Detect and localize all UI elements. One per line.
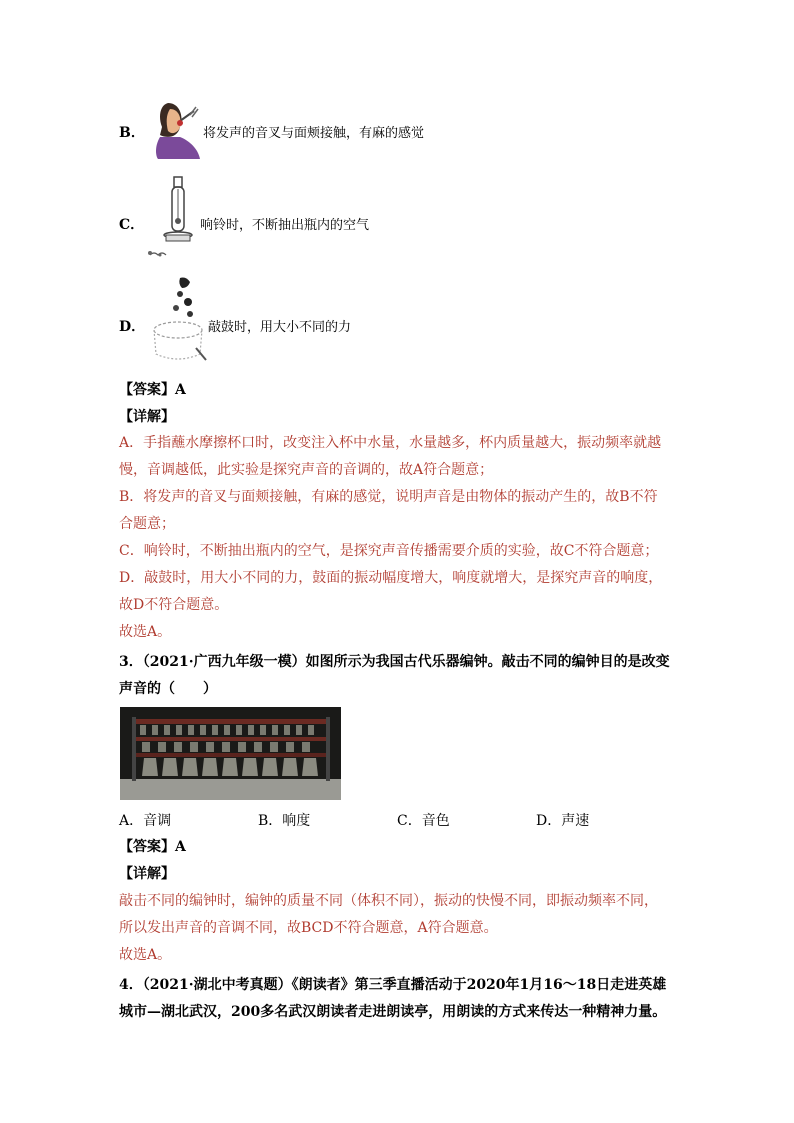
q2-detail-line: 慢，音调越低，此实验是探究声音的音调的，故A符合题意； [119,462,494,478]
q3-detail-label: 【详解】 [119,866,175,882]
tuning-fork-face-figure [150,97,202,159]
q2-conclusion: 故选A。 [119,624,172,640]
q2-detail-line: 故D不符合题意。 [119,597,229,613]
q4-stem-cont: 城市—湖北武汉，200多名武汉朗读者走进朗读亭，用朗读的方式来传达一种精神力量。 [119,1004,667,1020]
q2-detail-line: C．响铃时，不断抽出瓶内的空气，是探究声音传播需要介质的实验，故C不符合题意； [119,543,659,559]
q3-choice-d: D．声速 [536,813,590,829]
q3-choice-c: C．音色 [397,813,450,829]
q4-stem: 4．（2021·湖北中考真题）《朗读者》第三季直播活动于2020年1月16～18日走进英雄 [119,977,667,993]
q2-detail-line: A．手指蘸水摩擦杯口时，改变注入杯中水量，水量越多，杯内质量越大，振动频率就越 [119,435,662,451]
option-d-letter: D． [119,319,146,335]
q3-choice-a: A．音调 [119,813,172,829]
bianzhong-bells-photo [120,707,341,800]
option-b-text: 将发声的音叉与面颊接触，有麻的感觉 [203,126,425,141]
q2-detail-line: B．将发声的音叉与面颊接触，有麻的感觉，说明声音是由物体的振动产生的，故B不符 [119,489,658,505]
option-b-letter: B． [119,125,145,141]
q3-conclusion: 故选A。 [119,947,172,963]
q3-stem-cont: 声音的（ ） [119,681,217,697]
q3-answer: 【答案】A [119,839,186,855]
option-d-text: 敲鼓时，用大小不同的力 [208,320,352,335]
q3-detail-line: 敲击不同的编钟时，编钟的质量不同（体积不同），振动的快慢不同，即振动频率不同， [119,893,658,909]
q2-detail-line: D．敲鼓时，用大小不同的力，鼓面的振动幅度增大，响度就增大，是探究声音的响度， [119,570,663,586]
bell-jar-vacuum-figure [144,175,200,261]
q2-detail-label: 【详解】 [119,409,175,425]
q2-answer: 【答案】A [119,382,186,398]
q3-choice-b: B．响度 [258,813,311,829]
option-c-letter: C． [119,217,145,233]
option-c-text: 响铃时，不断抽出瓶内的空气 [200,218,370,233]
q2-detail-line: 合题意； [119,516,175,532]
drum-figure [146,274,210,366]
q3-stem: 3．（2021·广西九年级一模）如图所示为我国古代乐器编钟。敲击不同的编钟目的是改变 [119,654,670,670]
q3-detail-line: 所以发出声音的音调不同，故BCD不符合题意，A符合题意。 [119,920,498,936]
